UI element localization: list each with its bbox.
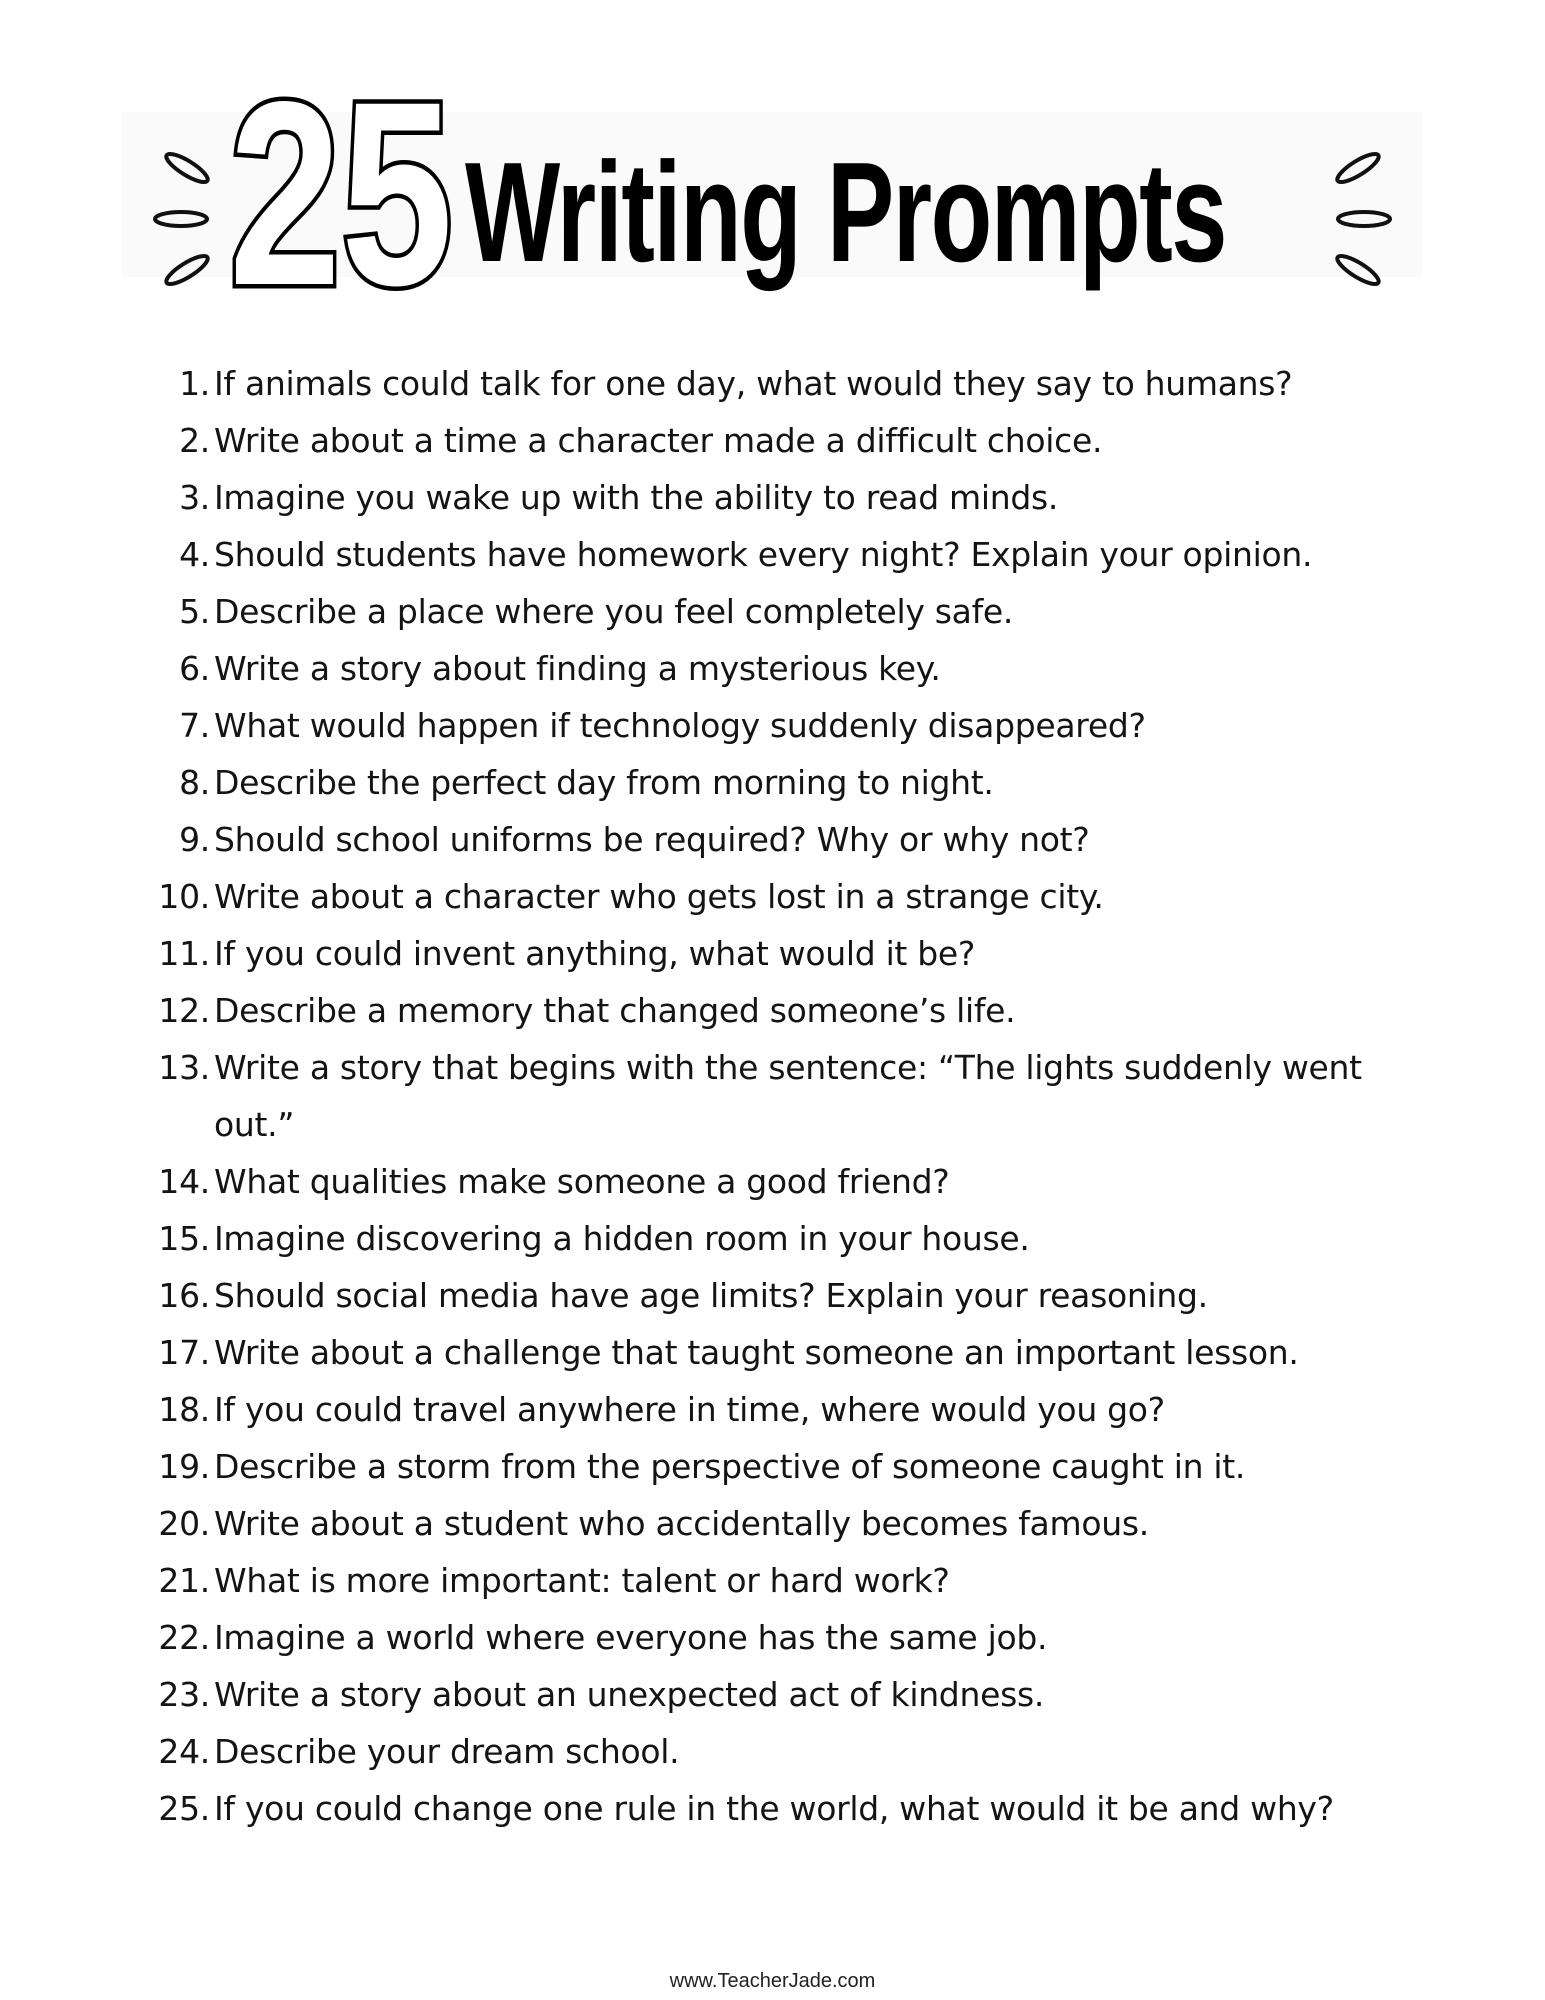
list-item: [0, 640, 1545, 697]
prompt-text: Write a story about an unexpected act of kindness.: [214, 1675, 1045, 1714]
prompt-text: Describe a storm from the perspective of someone caught in it.: [214, 1447, 1246, 1486]
sparkle-lines-icon: [1280, 130, 1390, 290]
list-item: [0, 412, 1545, 469]
prompt-number: 22.: [158, 1618, 210, 1657]
prompt-text: Write about a character who gets lost in a strange city.: [214, 877, 1104, 916]
prompt-number: 23.: [158, 1675, 210, 1714]
list-item: [0, 1609, 1545, 1666]
prompt-text: Describe the perfect day from morning to night.: [214, 763, 994, 802]
list-item: [0, 1210, 1545, 1267]
title-number-text: 25: [229, 47, 453, 340]
list-item: [0, 469, 1545, 526]
list-item: [0, 526, 1545, 583]
prompt-number: 17.: [158, 1333, 210, 1372]
list-item: [0, 1666, 1545, 1723]
prompt-number: 2.: [179, 421, 210, 460]
title-number: [225, 47, 455, 340]
page-title: Writing Prompts: [465, 133, 1226, 292]
prompt-text: Imagine you wake up with the ability to read minds.: [214, 478, 1059, 517]
list-item: [0, 868, 1545, 925]
list-item: [0, 697, 1545, 754]
list-item: [0, 754, 1545, 811]
prompt-text: Write a story about finding a mysterious key.: [214, 649, 941, 688]
prompt-number: 16.: [158, 1276, 210, 1315]
prompt-text: Describe your dream school.: [214, 1732, 680, 1771]
prompt-number: 8.: [179, 763, 210, 802]
list-item: [0, 1495, 1545, 1552]
list-item: [0, 1723, 1545, 1780]
prompt-number: 24.: [158, 1732, 210, 1771]
prompt-number: 12.: [158, 991, 210, 1030]
prompt-number: 20.: [158, 1504, 210, 1543]
list-item: [0, 925, 1545, 982]
list-item: [0, 1324, 1545, 1381]
prompt-text: What qualities make someone a good friend?: [214, 1162, 950, 1201]
list-item: [0, 1039, 1545, 1153]
header: [155, 47, 1390, 340]
prompt-number: 6.: [179, 649, 210, 688]
list-item: [0, 1780, 1545, 1837]
prompt-text: Describe a place where you feel completely safe.: [214, 592, 1014, 631]
prompt-number: 7.: [179, 706, 210, 745]
prompt-text: Imagine a world where everyone has the same job.: [214, 1618, 1048, 1657]
list-item: [0, 1381, 1545, 1438]
footer-website: www.TeacherJade.com: [669, 1970, 876, 1992]
prompt-list: [0, 355, 1545, 1837]
prompt-text: Write about a student who accidentally becomes famous.: [214, 1504, 1149, 1543]
prompt-text: Should social media have age limits? Explain your reasoning.: [214, 1276, 1208, 1315]
prompt-number: 15.: [158, 1219, 210, 1258]
list-item: [0, 1552, 1545, 1609]
prompt-number: 14.: [158, 1162, 210, 1201]
list-item: [0, 982, 1545, 1039]
prompt-number: 10.: [158, 877, 210, 916]
prompt-text: What is more important: talent or hard work?: [214, 1561, 950, 1600]
prompt-text: Write about a time a character made a difficult choice.: [214, 421, 1103, 460]
prompt-number: 5.: [179, 592, 210, 631]
list-item: [0, 1267, 1545, 1324]
prompt-text: Describe a memory that changed someone’s life.: [214, 991, 1016, 1030]
prompt-number: 4.: [179, 535, 210, 574]
list-item: [0, 355, 1545, 412]
prompt-number: 9.: [179, 820, 210, 859]
list-item: [0, 583, 1545, 640]
prompt-number: 19.: [158, 1447, 210, 1486]
prompt-number: 25.: [158, 1789, 210, 1828]
prompt-text: Write a story that begins with the sentence: “The lights suddenly went out.”: [214, 1048, 1362, 1144]
list-item: [0, 1438, 1545, 1495]
prompt-text: Write about a challenge that taught someone an important lesson.: [214, 1333, 1299, 1372]
prompt-number: 21.: [158, 1561, 210, 1600]
list-item: [0, 1153, 1545, 1210]
prompt-text: Imagine discovering a hidden room in your house.: [214, 1219, 1030, 1258]
prompt-text: What would happen if technology suddenly disappeared?: [214, 706, 1146, 745]
prompt-text: If you could change one rule in the world, what would it be and why?: [214, 1789, 1334, 1828]
prompt-text: If animals could talk for one day, what would they say to humans?: [214, 364, 1293, 403]
prompt-number: 3.: [179, 478, 210, 517]
prompt-number: 18.: [158, 1390, 210, 1429]
prompt-text: If you could travel anywhere in time, where would you go?: [214, 1390, 1165, 1429]
prompt-text: Should school uniforms be required? Why or why not?: [214, 820, 1090, 859]
prompt-text: If you could invent anything, what would it be?: [214, 934, 976, 973]
prompt-text: Should students have homework every night? Explain your opinion.: [214, 535, 1313, 574]
prompt-number: 13.: [158, 1048, 210, 1087]
prompt-number: 11.: [158, 934, 210, 973]
prompt-number: 1.: [179, 364, 210, 403]
list-item: [0, 811, 1545, 868]
